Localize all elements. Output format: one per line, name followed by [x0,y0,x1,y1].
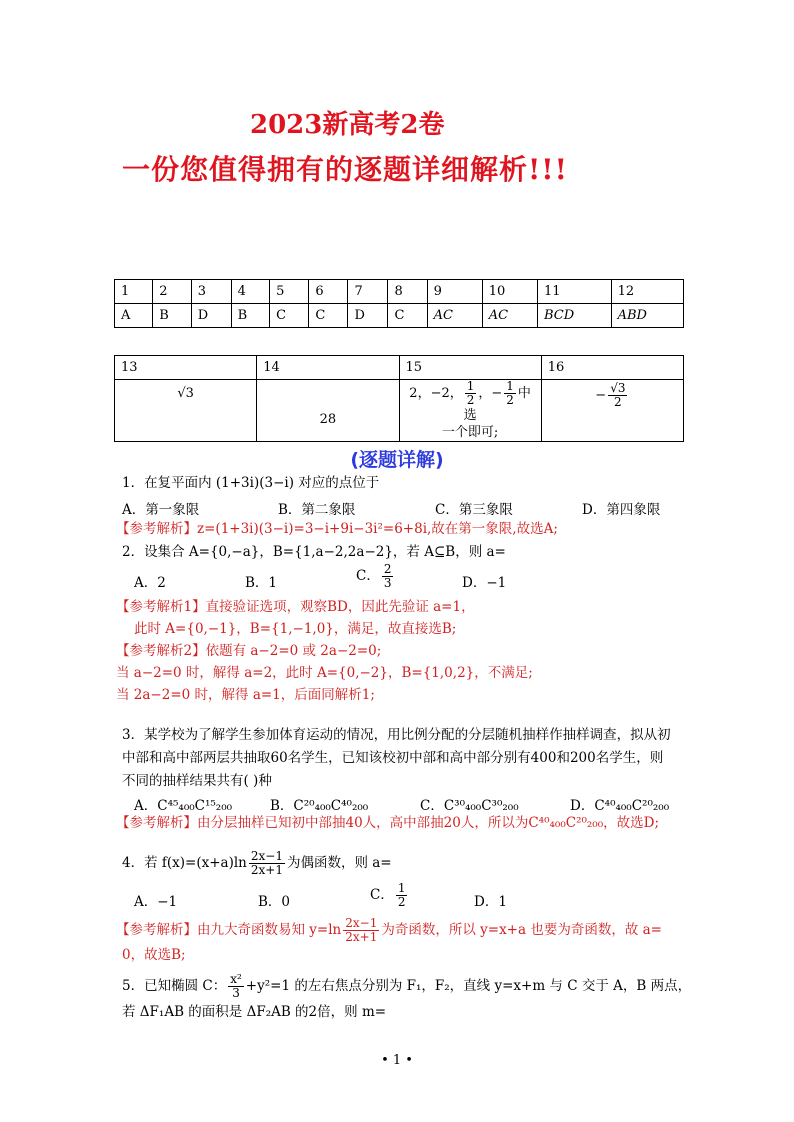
table-cell: 12 [611,280,683,304]
q4-option-a: A．−1 [134,894,178,910]
q3-option-c: C．C³⁰₄₀₀C³⁰₂₀₀ [420,798,519,814]
answer-16: − $\frac{√3}{2}$ [541,380,683,442]
q3-analysis: 【参考解析】由分层抽样已知初中部抽40人，高中部抽20人，所以为C⁴⁰₄₀₀C²⁰₂₀₀，故选D; [116,815,660,831]
q1-analysis: 【参考解析】z=(1+3i)(3−i)=3−i+9i−3i²=6+8i,故在第一象限,故选A; [116,521,558,537]
title-line-2: 一份您值得拥有的逐题详细解析!!! [122,153,568,186]
answer-15-line2: 一个即可; [441,425,499,440]
q3-option-d: D．C⁴⁰₄₀₀C²⁰₂₀₀ [570,798,670,814]
fraction: $\frac{√3}{2}$ [610,381,626,409]
table-cell: D [191,304,231,328]
q4-option-c: C． $\frac{1}{2}$ [370,881,406,909]
table-cell: 8 [388,280,427,304]
fraction: $\frac{2x-1}{2x+1}$ [250,849,283,877]
fraction: $\frac{1}{2}$ [506,379,514,407]
table-cell: AC [427,304,482,328]
answer-15-sep: ，− [478,386,503,401]
table-cell: 11 [537,280,611,304]
table-row-answers [115,380,684,442]
answer-14: 28 [257,380,399,442]
table-row-answers [115,304,684,328]
q2-option-d: D．−1 [462,575,507,591]
q3-stem-line2: 中部和高中部两层共抽取60名学生，已知该校初中部和高中部分别有400和200名学生，则 [122,750,664,766]
table-cell: 10 [482,280,537,304]
q4-analysis-line1: 【参考解析】由九大奇函数易知 y=ln $\frac{2x-1}{2x+1}$ 为奇函数，所以 y=x+a 也要为奇函数，故 a= [116,916,662,944]
fraction: $\frac{\text{x²}}{3}$ [230,972,242,1000]
table-cell: 16 [541,356,683,380]
answer-15-suffix: 中选 [463,386,531,423]
q3-stem-line1: 3．某学校为了解学生参加体育运动的情况，用比例分配的分层随机抽样作抽样调查，拟从初 [122,727,671,743]
q4-stem: 4．若 f(x)=(x+a)ln $\frac{2x-1}{2x+1}$ 为偶函数，则 a= [122,849,392,877]
q2-analysis2-line3: 当 2a−2=0 时，解得 a=1，后面同解析1; [116,687,375,703]
table-cell: C [270,304,309,328]
table-cell: C [309,304,348,328]
table-cell: 1 [115,280,153,304]
q3-option-a: A．C⁴⁵₄₀₀C¹⁵₂₀₀ [134,798,233,814]
answer-15 [399,380,541,442]
q1-option-b: B．第二象限 [278,502,356,518]
answer-table-2 [114,355,684,442]
fraction: $\frac{2}{3}$ [383,562,392,590]
q2-analysis2-line1: 【参考解析2】依题有 a−2=0 或 2a−2=0; [116,643,382,659]
q2-option-b: B．1 [245,575,278,591]
q4-analysis-line2: 0，故选B; [122,947,186,963]
q3-option-b: B．C²⁰₄₀₀C⁴⁰₂₀₀ [270,798,369,814]
table-cell: D [348,304,388,328]
section-title: (逐题详解) [350,449,444,471]
table-cell: 4 [231,280,269,304]
page-number: • 1 • [381,1053,413,1068]
table-cell: 15 [399,356,541,380]
q2-option-c: C． $\frac{2}{3}$ [356,562,392,590]
table-cell: 3 [191,280,231,304]
table-cell: ABD [611,304,683,328]
q2-analysis1-line1: 【参考解析1】直接验证选项，观察BD，因此先验证 a=1， [116,599,475,615]
answer-table-1 [114,279,684,328]
table-row-numbers [115,280,684,304]
table-row-numbers [115,356,684,380]
answer-13: √3 [115,380,257,442]
q4-option-b: B．0 [258,894,291,910]
table-cell: 9 [427,280,482,304]
table-cell: 5 [270,280,309,304]
table-cell: 7 [348,280,388,304]
q1-stem: 1．在复平面内 (1+3i)(3−i) 对应的点位于 [122,475,380,491]
q1-option-d: D．第四象限 [582,502,661,518]
table-cell: BCD [537,304,611,328]
title-line-1: 2023新高考2卷 [250,110,445,140]
fraction: $\frac{1}{2}$ [397,881,406,909]
table-cell: 14 [257,356,399,380]
q1-option-c: C．第三象限 [435,502,513,518]
table-cell: C [388,304,427,328]
table-cell: A [115,304,153,328]
table-cell: 2 [153,280,191,304]
q2-stem: 2．设集合 A={0,−a}，B={1,a−2,2a−2}，若 A⊆B，则 a= [122,544,506,560]
q3-stem-line3: 不同的抽样结果共有( )种 [122,773,272,789]
table-cell: AC [482,304,537,328]
table-cell: B [231,304,269,328]
q2-analysis1-line2: 此时 A={0,−1}，B={1,−1,0}，满足，故直接选B; [134,621,457,637]
q2-option-a: A．2 [134,575,166,591]
table-cell: 6 [309,280,348,304]
answer-15-prefix: 2，−2， [409,386,463,401]
fraction: $\frac{1}{2}$ [466,379,475,407]
q1-option-a: A．第一象限 [122,502,200,518]
q5-stem-line2: 若 ΔF₁AB 的面积是 ΔF₂AB 的2倍，则 m= [122,1004,387,1020]
q4-option-d: D．1 [474,894,507,910]
q5-stem-line1: 5．已知椭圆 C： $\frac{\text{x²}}{3}$ +y²=1 的左右焦点分别为 F₁，F₂，直线 y=x+m 与 C 交于 A，B 两点， [122,972,692,1000]
q2-analysis2-line2: 当 a−2=0 时，解得 a=2，此时 A={0,−2}，B={1,0,2}，不满足; [116,665,533,681]
table-cell: B [153,304,191,328]
fraction: $\frac{2x-1}{2x+1}$ [345,916,378,944]
table-cell: 13 [115,356,257,380]
